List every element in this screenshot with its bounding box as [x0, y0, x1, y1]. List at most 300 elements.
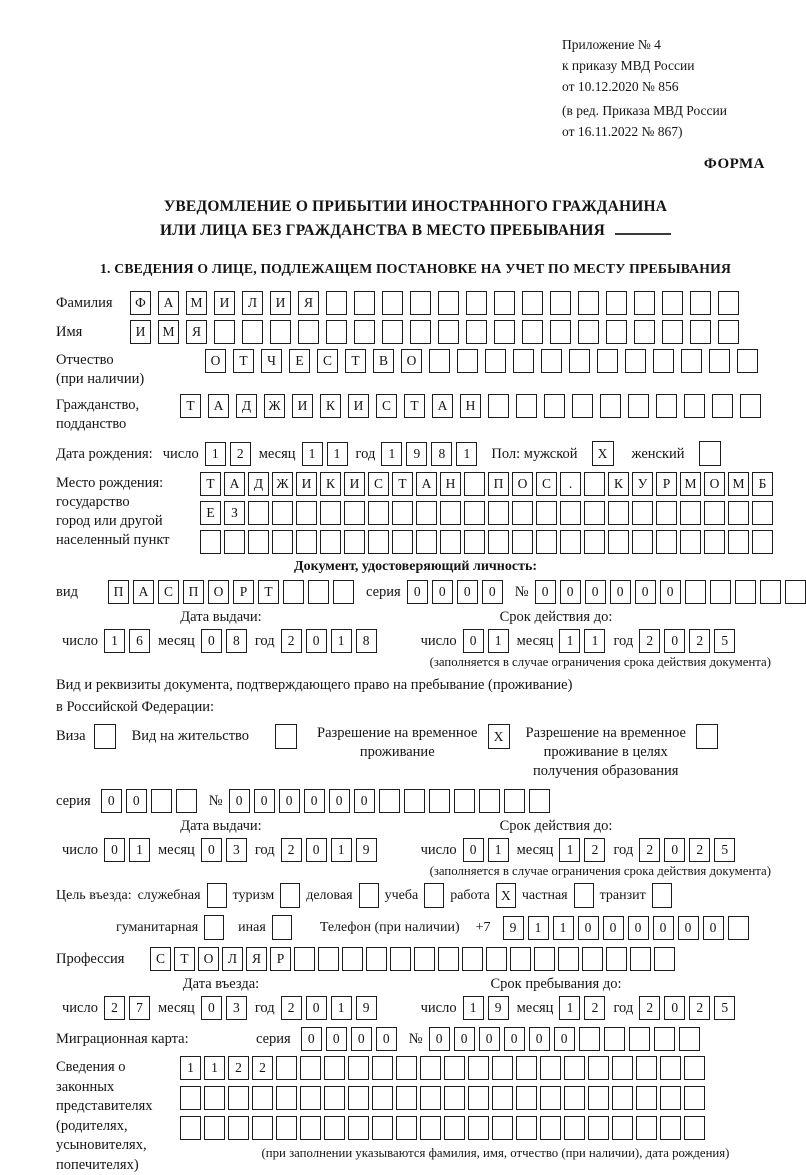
char-box[interactable]: 8 — [356, 629, 377, 653]
char-box[interactable]: 0 — [603, 916, 624, 940]
char-box[interactable]: 1 — [204, 1056, 225, 1080]
char-box[interactable]: С — [150, 947, 171, 971]
char-box[interactable] — [516, 1056, 537, 1080]
char-box[interactable] — [690, 291, 711, 315]
char-box[interactable] — [662, 320, 683, 344]
char-box[interactable] — [685, 580, 706, 604]
char-box[interactable]: 0 — [664, 629, 685, 653]
char-box[interactable] — [464, 501, 485, 525]
char-box[interactable] — [468, 1116, 489, 1140]
char-box[interactable]: 9 — [406, 442, 427, 466]
char-box[interactable]: 0 — [201, 629, 222, 653]
char-box[interactable]: 0 — [329, 789, 350, 813]
char-box[interactable] — [276, 1116, 297, 1140]
char-box[interactable]: 5 — [714, 838, 735, 862]
purpose-commercial-checkbox[interactable] — [359, 883, 379, 908]
char-box[interactable] — [296, 530, 317, 554]
char-box[interactable] — [180, 1086, 201, 1110]
char-box[interactable] — [680, 530, 701, 554]
char-box[interactable]: Т — [345, 349, 366, 373]
char-box[interactable] — [516, 1086, 537, 1110]
char-box[interactable]: 0 — [653, 916, 674, 940]
char-box[interactable] — [300, 1086, 321, 1110]
char-box[interactable] — [785, 580, 806, 604]
edu-permit-checkbox[interactable] — [696, 724, 718, 749]
char-box[interactable]: 2 — [104, 996, 125, 1020]
char-box[interactable] — [214, 320, 235, 344]
char-box[interactable]: И — [344, 472, 365, 496]
char-box[interactable]: С — [376, 394, 397, 418]
char-box[interactable] — [308, 580, 329, 604]
purpose-private-checkbox[interactable] — [574, 883, 594, 908]
char-box[interactable]: Е — [200, 501, 221, 525]
char-box[interactable] — [504, 789, 525, 813]
char-box[interactable]: 0 — [254, 789, 275, 813]
char-box[interactable] — [276, 1056, 297, 1080]
char-box[interactable]: 0 — [504, 1027, 525, 1051]
char-box[interactable] — [681, 349, 702, 373]
char-box[interactable]: 0 — [664, 838, 685, 862]
char-box[interactable] — [416, 530, 437, 554]
char-box[interactable] — [656, 501, 677, 525]
char-box[interactable]: И — [348, 394, 369, 418]
char-box[interactable] — [584, 501, 605, 525]
char-box[interactable]: 8 — [226, 629, 247, 653]
char-box[interactable] — [560, 501, 581, 525]
char-box[interactable] — [368, 501, 389, 525]
char-box[interactable]: 0 — [429, 1027, 450, 1051]
char-box[interactable] — [634, 320, 655, 344]
char-box[interactable]: 0 — [306, 838, 327, 862]
char-box[interactable] — [488, 394, 509, 418]
char-box[interactable] — [728, 501, 749, 525]
char-box[interactable]: Т — [180, 394, 201, 418]
char-box[interactable] — [510, 947, 531, 971]
char-box[interactable] — [444, 1056, 465, 1080]
char-box[interactable]: М — [158, 320, 179, 344]
char-box[interactable] — [582, 947, 603, 971]
char-box[interactable]: Ж — [264, 394, 285, 418]
char-box[interactable]: 7 — [129, 996, 150, 1020]
char-box[interactable] — [604, 1027, 625, 1051]
char-box[interactable] — [710, 580, 731, 604]
char-box[interactable] — [300, 1056, 321, 1080]
char-box[interactable] — [656, 394, 677, 418]
char-box[interactable]: 0 — [101, 789, 122, 813]
char-box[interactable] — [572, 394, 593, 418]
char-box[interactable]: И — [296, 472, 317, 496]
char-box[interactable]: О — [704, 472, 725, 496]
char-box[interactable] — [550, 291, 571, 315]
char-box[interactable] — [550, 320, 571, 344]
char-box[interactable] — [252, 1116, 273, 1140]
char-box[interactable] — [578, 291, 599, 315]
char-box[interactable]: 0 — [306, 996, 327, 1020]
char-box[interactable] — [492, 1086, 513, 1110]
char-box[interactable]: 0 — [279, 789, 300, 813]
char-box[interactable]: 1 — [488, 838, 509, 862]
char-box[interactable] — [544, 394, 565, 418]
char-box[interactable]: 1 — [456, 442, 477, 466]
char-box[interactable] — [294, 947, 315, 971]
char-box[interactable] — [679, 1027, 700, 1051]
char-box[interactable] — [488, 501, 509, 525]
char-box[interactable]: С — [158, 580, 179, 604]
char-box[interactable] — [600, 394, 621, 418]
char-box[interactable] — [569, 349, 590, 373]
char-box[interactable]: А — [158, 291, 179, 315]
char-box[interactable]: 0 — [201, 838, 222, 862]
char-box[interactable]: 1 — [331, 838, 352, 862]
char-box[interactable]: 1 — [528, 916, 549, 940]
char-box[interactable]: 1 — [463, 996, 484, 1020]
char-box[interactable]: Я — [186, 320, 207, 344]
char-box[interactable]: А — [208, 394, 229, 418]
char-box[interactable]: 0 — [354, 789, 375, 813]
char-box[interactable] — [429, 349, 450, 373]
char-box[interactable]: Т — [404, 394, 425, 418]
char-box[interactable] — [606, 320, 627, 344]
char-box[interactable] — [735, 580, 756, 604]
char-box[interactable]: 0 — [610, 580, 631, 604]
char-box[interactable]: 3 — [226, 996, 247, 1020]
char-box[interactable] — [540, 1056, 561, 1080]
char-box[interactable]: Р — [233, 580, 254, 604]
char-box[interactable]: 0 — [407, 580, 428, 604]
char-box[interactable] — [612, 1056, 633, 1080]
char-box[interactable]: 5 — [714, 629, 735, 653]
char-box[interactable] — [625, 349, 646, 373]
char-box[interactable]: 0 — [678, 916, 699, 940]
char-box[interactable] — [382, 291, 403, 315]
char-box[interactable]: З — [224, 501, 245, 525]
char-box[interactable]: 1 — [559, 838, 580, 862]
char-box[interactable] — [536, 530, 557, 554]
char-box[interactable] — [404, 789, 425, 813]
char-box[interactable]: 0 — [301, 1027, 322, 1051]
char-box[interactable] — [684, 394, 705, 418]
char-box[interactable]: 2 — [584, 996, 605, 1020]
char-box[interactable] — [660, 1056, 681, 1080]
char-box[interactable]: 0 — [306, 629, 327, 653]
purpose-humanitarian-checkbox[interactable] — [204, 915, 224, 940]
char-box[interactable] — [564, 1056, 585, 1080]
char-box[interactable] — [584, 472, 605, 496]
char-box[interactable] — [410, 320, 431, 344]
char-box[interactable] — [372, 1116, 393, 1140]
char-box[interactable] — [440, 530, 461, 554]
char-box[interactable] — [464, 472, 485, 496]
char-box[interactable] — [588, 1116, 609, 1140]
char-box[interactable] — [414, 947, 435, 971]
char-box[interactable] — [654, 947, 675, 971]
char-box[interactable] — [660, 1116, 681, 1140]
char-box[interactable]: 0 — [126, 789, 147, 813]
char-box[interactable] — [680, 501, 701, 525]
char-box[interactable] — [632, 530, 653, 554]
char-box[interactable] — [709, 349, 730, 373]
sex-male-checkbox[interactable]: X — [592, 441, 614, 466]
char-box[interactable] — [396, 1056, 417, 1080]
char-box[interactable] — [522, 291, 543, 315]
char-box[interactable]: С — [536, 472, 557, 496]
char-box[interactable] — [636, 1086, 657, 1110]
char-box[interactable] — [444, 1086, 465, 1110]
char-box[interactable]: А — [432, 394, 453, 418]
char-box[interactable] — [176, 789, 197, 813]
char-box[interactable] — [536, 501, 557, 525]
char-box[interactable] — [513, 349, 534, 373]
char-box[interactable] — [608, 501, 629, 525]
char-box[interactable] — [564, 1116, 585, 1140]
char-box[interactable] — [344, 501, 365, 525]
purpose-tourism-checkbox[interactable] — [280, 883, 300, 908]
char-box[interactable] — [252, 1086, 273, 1110]
char-box[interactable] — [296, 501, 317, 525]
char-box[interactable]: 1 — [331, 996, 352, 1020]
char-box[interactable]: 0 — [703, 916, 724, 940]
char-box[interactable]: К — [320, 394, 341, 418]
char-box[interactable] — [632, 501, 653, 525]
char-box[interactable]: 1 — [553, 916, 574, 940]
char-box[interactable]: 2 — [639, 996, 660, 1020]
char-box[interactable]: 8 — [431, 442, 452, 466]
char-box[interactable] — [752, 501, 773, 525]
char-box[interactable]: А — [224, 472, 245, 496]
char-box[interactable] — [300, 1116, 321, 1140]
char-box[interactable] — [204, 1116, 225, 1140]
char-box[interactable]: П — [488, 472, 509, 496]
char-box[interactable] — [354, 320, 375, 344]
char-box[interactable]: 6 — [129, 629, 150, 653]
char-box[interactable]: 0 — [463, 838, 484, 862]
char-box[interactable] — [382, 320, 403, 344]
char-box[interactable]: 1 — [104, 629, 125, 653]
char-box[interactable] — [248, 501, 269, 525]
char-box[interactable] — [420, 1116, 441, 1140]
char-box[interactable]: 0 — [457, 580, 478, 604]
char-box[interactable] — [704, 501, 725, 525]
char-box[interactable] — [485, 349, 506, 373]
char-box[interactable]: О — [401, 349, 422, 373]
char-box[interactable] — [516, 394, 537, 418]
char-box[interactable]: О — [198, 947, 219, 971]
char-box[interactable]: 0 — [529, 1027, 550, 1051]
char-box[interactable]: Я — [298, 291, 319, 315]
char-box[interactable] — [636, 1116, 657, 1140]
char-box[interactable] — [654, 1027, 675, 1051]
char-box[interactable] — [457, 349, 478, 373]
char-box[interactable]: М — [186, 291, 207, 315]
char-box[interactable]: Т — [258, 580, 279, 604]
char-box[interactable] — [438, 291, 459, 315]
char-box[interactable] — [540, 1086, 561, 1110]
char-box[interactable]: Д — [236, 394, 257, 418]
char-box[interactable] — [272, 530, 293, 554]
char-box[interactable]: 2 — [639, 629, 660, 653]
char-box[interactable] — [522, 320, 543, 344]
char-box[interactable]: 0 — [535, 580, 556, 604]
char-box[interactable] — [516, 1116, 537, 1140]
char-box[interactable]: 9 — [356, 996, 377, 1020]
char-box[interactable]: Ч — [261, 349, 282, 373]
char-box[interactable]: Е — [289, 349, 310, 373]
char-box[interactable]: П — [183, 580, 204, 604]
char-box[interactable] — [318, 947, 339, 971]
char-box[interactable] — [440, 501, 461, 525]
char-box[interactable] — [628, 394, 649, 418]
char-box[interactable]: 1 — [488, 629, 509, 653]
char-box[interactable]: 1 — [331, 629, 352, 653]
char-box[interactable]: 5 — [714, 996, 735, 1020]
char-box[interactable] — [320, 530, 341, 554]
char-box[interactable] — [438, 320, 459, 344]
char-box[interactable] — [584, 530, 605, 554]
char-box[interactable]: 1 — [205, 442, 226, 466]
char-box[interactable] — [180, 1116, 201, 1140]
purpose-study-checkbox[interactable] — [424, 883, 444, 908]
char-box[interactable] — [612, 1116, 633, 1140]
char-box[interactable]: П — [108, 580, 129, 604]
char-box[interactable]: М — [728, 472, 749, 496]
char-box[interactable] — [429, 789, 450, 813]
purpose-business-checkbox[interactable] — [207, 883, 227, 908]
char-box[interactable]: Ж — [272, 472, 293, 496]
char-box[interactable] — [606, 947, 627, 971]
char-box[interactable] — [512, 530, 533, 554]
purpose-other-checkbox[interactable] — [272, 915, 292, 940]
char-box[interactable] — [656, 530, 677, 554]
char-box[interactable] — [662, 291, 683, 315]
char-box[interactable] — [320, 501, 341, 525]
sex-female-checkbox[interactable] — [699, 441, 721, 466]
char-box[interactable] — [348, 1116, 369, 1140]
purpose-work-checkbox[interactable]: X — [496, 883, 516, 908]
char-box[interactable] — [466, 291, 487, 315]
char-box[interactable]: 0 — [554, 1027, 575, 1051]
char-box[interactable] — [368, 530, 389, 554]
purpose-transit-checkbox[interactable] — [652, 883, 672, 908]
char-box[interactable] — [492, 1056, 513, 1080]
char-box[interactable]: 2 — [689, 629, 710, 653]
char-box[interactable] — [354, 291, 375, 315]
char-box[interactable] — [392, 530, 413, 554]
char-box[interactable]: 0 — [560, 580, 581, 604]
char-box[interactable]: Л — [222, 947, 243, 971]
char-box[interactable]: 0 — [660, 580, 681, 604]
char-box[interactable] — [540, 1116, 561, 1140]
char-box[interactable]: У — [632, 472, 653, 496]
temp-permit-checkbox[interactable]: X — [488, 724, 510, 749]
char-box[interactable] — [298, 320, 319, 344]
char-box[interactable]: 1 — [559, 996, 580, 1020]
char-box[interactable] — [494, 320, 515, 344]
char-box[interactable] — [372, 1056, 393, 1080]
char-box[interactable]: 0 — [304, 789, 325, 813]
char-box[interactable] — [612, 1086, 633, 1110]
char-box[interactable]: Н — [440, 472, 461, 496]
char-box[interactable] — [283, 580, 304, 604]
char-box[interactable] — [200, 530, 221, 554]
char-box[interactable]: А — [133, 580, 154, 604]
char-box[interactable] — [529, 789, 550, 813]
char-box[interactable] — [379, 789, 400, 813]
char-box[interactable]: 9 — [503, 916, 524, 940]
char-box[interactable]: 2 — [639, 838, 660, 862]
char-box[interactable]: Н — [460, 394, 481, 418]
char-box[interactable] — [579, 1027, 600, 1051]
char-box[interactable] — [410, 291, 431, 315]
char-box[interactable]: И — [270, 291, 291, 315]
char-box[interactable]: 0 — [104, 838, 125, 862]
char-box[interactable]: Т — [392, 472, 413, 496]
char-box[interactable]: 9 — [356, 838, 377, 862]
char-box[interactable]: С — [368, 472, 389, 496]
char-box[interactable] — [486, 947, 507, 971]
char-box[interactable]: К — [320, 472, 341, 496]
char-box[interactable] — [597, 349, 618, 373]
char-box[interactable] — [420, 1086, 441, 1110]
char-box[interactable] — [740, 394, 761, 418]
char-box[interactable] — [326, 320, 347, 344]
char-box[interactable] — [534, 947, 555, 971]
char-box[interactable]: О — [205, 349, 226, 373]
char-box[interactable] — [704, 530, 725, 554]
char-box[interactable] — [151, 789, 172, 813]
char-box[interactable]: 0 — [635, 580, 656, 604]
char-box[interactable]: О — [512, 472, 533, 496]
char-box[interactable] — [324, 1116, 345, 1140]
char-box[interactable] — [512, 501, 533, 525]
char-box[interactable] — [248, 530, 269, 554]
char-box[interactable]: 0 — [482, 580, 503, 604]
char-box[interactable]: 0 — [229, 789, 250, 813]
char-box[interactable]: 0 — [201, 996, 222, 1020]
char-box[interactable] — [760, 580, 781, 604]
char-box[interactable] — [690, 320, 711, 344]
char-box[interactable] — [629, 1027, 650, 1051]
char-box[interactable]: 2 — [584, 838, 605, 862]
char-box[interactable] — [752, 530, 773, 554]
char-box[interactable] — [608, 530, 629, 554]
char-box[interactable] — [718, 291, 739, 315]
char-box[interactable] — [396, 1086, 417, 1110]
char-box[interactable] — [372, 1086, 393, 1110]
char-box[interactable] — [541, 349, 562, 373]
char-box[interactable]: 0 — [628, 916, 649, 940]
char-box[interactable]: 0 — [585, 580, 606, 604]
char-box[interactable] — [636, 1056, 657, 1080]
char-box[interactable] — [653, 349, 674, 373]
char-box[interactable] — [416, 501, 437, 525]
char-box[interactable]: 2 — [230, 442, 251, 466]
char-box[interactable]: Л — [242, 291, 263, 315]
char-box[interactable] — [468, 1056, 489, 1080]
char-box[interactable]: 2 — [228, 1056, 249, 1080]
char-box[interactable] — [492, 1116, 513, 1140]
char-box[interactable] — [468, 1086, 489, 1110]
char-box[interactable]: Д — [248, 472, 269, 496]
char-box[interactable] — [326, 291, 347, 315]
char-box[interactable]: 0 — [479, 1027, 500, 1051]
char-box[interactable]: К — [608, 472, 629, 496]
char-box[interactable]: 0 — [463, 629, 484, 653]
char-box[interactable]: 2 — [281, 629, 302, 653]
char-box[interactable] — [578, 320, 599, 344]
char-box[interactable] — [204, 1086, 225, 1110]
char-box[interactable]: 1 — [381, 442, 402, 466]
char-box[interactable] — [737, 349, 758, 373]
